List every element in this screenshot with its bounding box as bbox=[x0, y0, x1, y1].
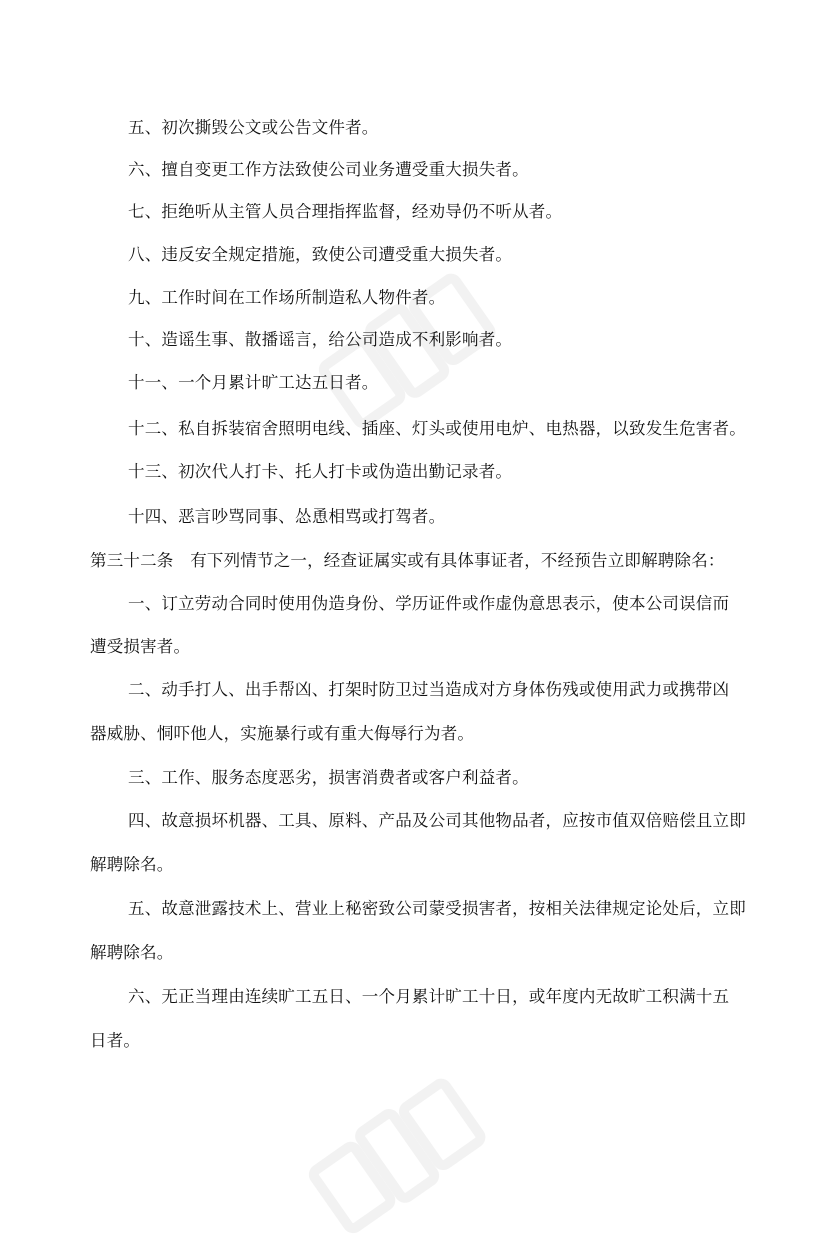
dismissal-item-2-cont: 器威胁、恫吓他人，实施暴行或有重大侮辱行为者。 bbox=[90, 724, 475, 743]
dismissal-item-6: 六、无正当理由连续旷工五日、一个月累计旷工十日，或年度内无故旷工积满十五 bbox=[128, 987, 730, 1006]
clause-item-9: 九、工作时间在工作场所制造私人物件者。 bbox=[128, 288, 446, 307]
dismissal-item-2: 二、动手打人、出手帮凶、打架时防卫过当造成对方身体伤残或使用武力或携带凶 bbox=[128, 680, 730, 699]
clause-item-6: 六、擅自变更工作方法致使公司业务遭受重大损失者。 bbox=[128, 160, 529, 179]
article-32-heading: 第三十二条 有下列情节之一，经查证属实或有具体事证者，不经预告立即解聘除名： bbox=[90, 551, 725, 570]
clause-item-14: 十四、恶言吵骂同事、怂恿相骂或打驾者。 bbox=[128, 507, 446, 526]
dismissal-item-4-cont: 解聘除名。 bbox=[90, 855, 174, 874]
clause-item-5: 五、初次撕毁公文或公告文件者。 bbox=[128, 118, 379, 137]
dismissal-item-1: 一、订立劳动合同时使用伪造身份、学历证件或作虚伪意思表示，使本公司误信而 bbox=[128, 594, 730, 613]
dismissal-item-5-cont: 解聘除名。 bbox=[90, 943, 174, 962]
clause-item-10: 十、造谣生事、散播谣言，给公司造成不利影响者。 bbox=[128, 330, 513, 349]
clause-item-7: 七、拒绝听从主管人员合理指挥监督，经劝导仍不听从者。 bbox=[128, 202, 563, 221]
clause-item-11: 十一、一个月累计旷工达五日者。 bbox=[128, 373, 379, 392]
dismissal-item-4: 四、故意损坏机器、工具、原料、产品及公司其他物品者，应按市值双倍赔偿且立即 bbox=[128, 811, 746, 830]
clause-item-12: 十二、私自拆装宿舍照明电线、插座、灯头或使用电炉、电热器，以致发生危害者。 bbox=[128, 419, 746, 438]
clause-item-8: 八、违反安全规定措施，致使公司遭受重大损失者。 bbox=[128, 245, 513, 264]
dismissal-item-1-cont: 遭受损害者。 bbox=[90, 637, 191, 656]
dismissal-item-3: 三、工作、服务态度恶劣，损害消费者或客户利益者。 bbox=[128, 768, 529, 787]
watermark-logo-bottom bbox=[300, 1060, 500, 1260]
dismissal-item-5: 五、故意泄露技术上、营业上秘密致公司蒙受损害者，按相关法律规定论处后，立即 bbox=[128, 899, 746, 918]
clause-item-13: 十三、初次代人打卡、托人打卡或伪造出勤记录者。 bbox=[128, 462, 513, 481]
dismissal-item-6-cont: 日者。 bbox=[90, 1031, 141, 1050]
